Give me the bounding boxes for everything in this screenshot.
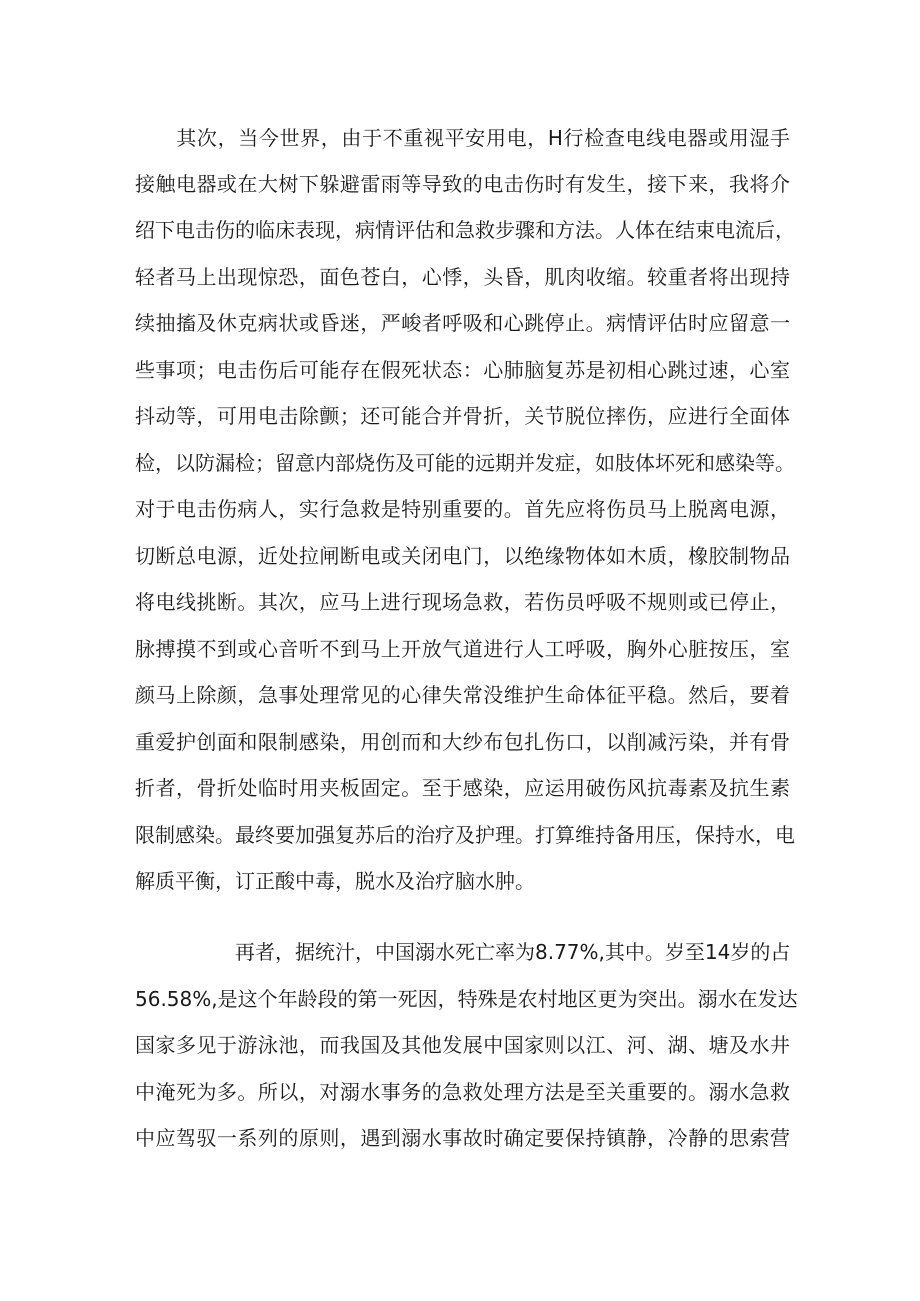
text-line: 其次，当今世界，由于不重视平安用电，H行检查电线电器或用湿手 [135,126,790,150]
text-line: 限制感染。最终要加强复苏后的治疗及护理。打算维持备用压，保持水，电 [135,823,795,847]
text-line: 折者，骨折处临时用夹板固定。至于感染，应运用破伤风抗毒素及抗生素 [135,776,790,800]
text-line: 中应驾驭一系列的原则，遇到溺水事故时确定要保持镇静，冷静的思索营 [135,1126,790,1150]
text-line: 脉搏摸不到或心音听不到马上开放气道进行人工呼吸，胸外心脏按压，室 [135,637,790,661]
text-line: 轻者马上出现惊恐，面色苍白，心悸，头昏，肌肉收缩。较重者将出现持 [135,265,790,289]
text-line: 抖动等，可用电击除颤；还可能合并骨折，关节脱位摔伤，应进行全面体 [135,404,790,428]
text-line: 些事项；电击伤后可能存在假死状态：心肺脑复苏是初相心跳过速，心室 [135,358,790,382]
text-line: 重爱护创面和限制感染，用创而和大纱布包扎伤口，以削减污染，并有骨 [135,730,790,754]
text-line: 解质平衡，订正酸中毒，脱水及治疗脑水肿。 [135,869,535,893]
text-line: 绍下电击伤的临床表现，病情评估和急救步骤和方法。人体在结束电流后， [135,218,795,242]
text-line: 56.58%,是这个年龄段的第一死因，特殊是农村地区更为突出。溺水在发达 [135,987,798,1011]
text-line: 将电线挑断。其次，应马上进行现场急救，若伤员呼吸不规则或已停止， [135,590,790,614]
text-line: 再者，据统汁，中国溺水死亡率为8.77%,其中。岁至14岁的占 [135,940,791,964]
text-line: 接触电器或在大树下躲避雷雨等导致的电击伤时有发生，接下来，我将介 [135,172,790,196]
text-line: 检，以防漏检；留意内部烧伤及可能的远期并发症，如肢体坏死和感染等。 [135,451,795,475]
text-line: 中淹死为多。所以，对溺水事务的急救处理方法是至关重要的。溺水急救 [135,1080,790,1104]
text-line: 切断总电源，近处拉闸断电或关闭电门，以绝缘物体如木质，橡胶制物品 [135,544,790,568]
text-line: 颜马上除颜，急事处理常见的心律失常没维护生命体征平稳。然后，要着 [135,683,790,707]
text-line: 续抽搐及休克病状或昏迷，严峻者呼吸和心跳停止。病情评估时应留意一 [135,311,790,335]
text-line: 对于电击伤病人，实行急救是特别重要的。首先应将伤员马上脱离电源， [135,497,790,521]
text-line: 国家多见于游泳池，而我国及其他发展中国家则以江、河、湖、塘及水井 [135,1033,790,1057]
